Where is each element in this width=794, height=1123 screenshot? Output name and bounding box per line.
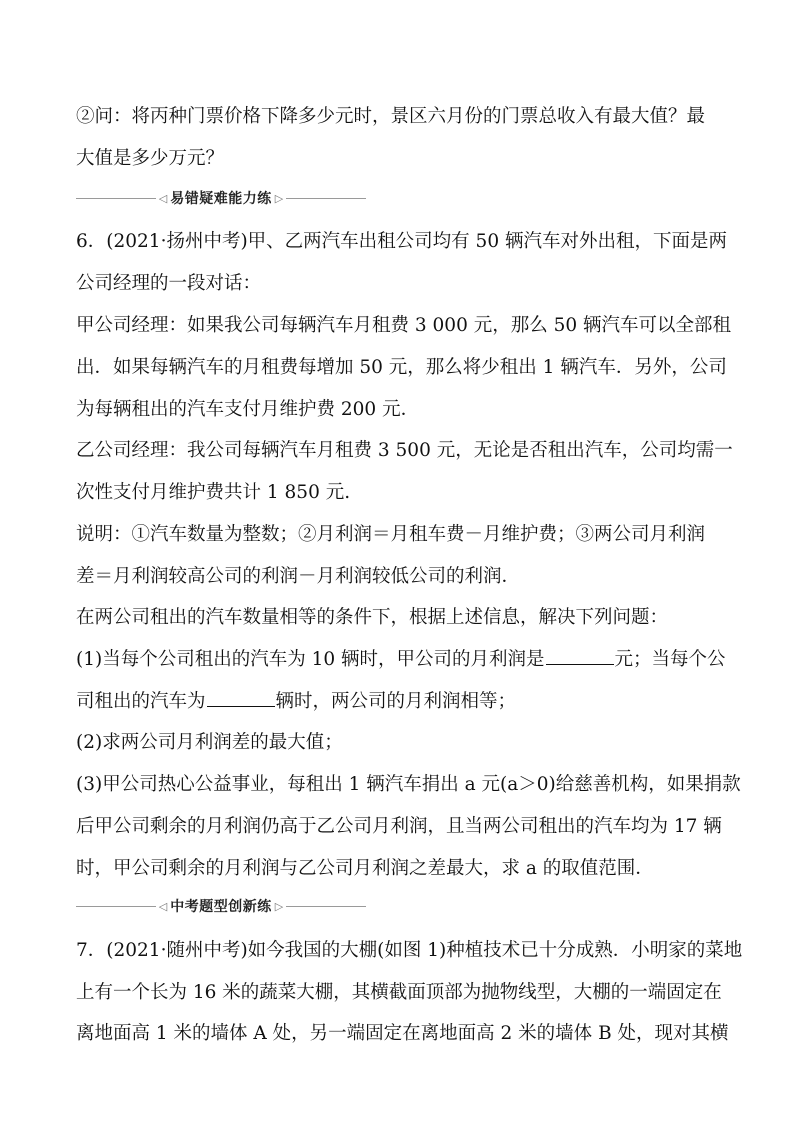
question-6-line: 次性支付月维护费共计 1 850 元. [76,482,351,503]
question-6-line: 6．(2021·扬州中考)甲、乙两汽车出租公司均有 50 辆汽车对外出租，下面是两 [76,231,727,252]
text-fragment: 元；当每个公 [614,649,726,670]
text-line: 大值是多少万元？ [76,148,225,169]
question-6-line: 出．如果每辆汽车的月租费每增加 50 元，那么将少租出 1 辆汽车．另外，公司 [76,357,727,378]
question-6-line: 在两公司租出的汽车数量相等的条件下，根据上述信息，解决下列问题： [76,607,669,628]
left-triangle-icon: ◁ [158,899,168,913]
section-title: 易错疑难能力练 [170,191,272,207]
question-6-line: 时，甲公司剩余的月利润与乙公司月利润之差最大，求 a 的取值范围． [76,858,654,879]
question-6-line: 甲公司经理：如果我公司每辆汽车月租费 3 000 元，那么 50 辆汽车可以全部租 [76,315,732,336]
question-6-line: 后甲公司剩余的月利润仍高于乙公司月利润，且当两公司租出的汽车均为 17 辆 [76,816,722,837]
question-7-line: 7．(2021·随州中考)如今我国的大棚(如图 1)种植技术已十分成熟．小明家的菜地 [76,940,743,961]
question-6-line: 公司经理的一段对话： [76,273,262,294]
question-7-line: 上有一个长为 16 米的蔬菜大棚，其横截面顶部为抛物线型，大棚的一端固定在 [76,982,722,1003]
right-triangle-icon: ▷ [274,191,284,205]
section-title: 中考题型创新练 [170,899,272,915]
divider [76,198,156,199]
text-fragment: 司租出的汽车为 [76,691,206,712]
divider [286,906,366,907]
text-fragment: 辆时，两公司的月利润相等； [275,691,517,712]
section-heading-exam-innovation [76,896,366,916]
question-6-part-1-cont [76,691,726,713]
question-6-line: 说明：①汽车数量为整数；②月利润＝月租车费－月维护费；③两公司月利润 [76,524,706,545]
question-6-line: 乙公司经理：我公司每辆汽车月租费 3 500 元，无论是否租出汽车，公司均需一 [76,440,733,461]
left-triangle-icon: ◁ [158,191,168,205]
text-fragment: (1)当每个公司租出的汽车为 10 辆时，甲公司的月利润是 [76,649,545,670]
question-6-line: 差＝月利润较高公司的利润－月利润较低公司的利润． [76,566,521,587]
text-line: ②问：将丙种门票价格下降多少元时，景区六月份的门票总收入有最大值？最 [76,106,706,127]
divider [76,906,156,907]
question-6-part-3: (3)甲公司热心公益事业，每租出 1 辆汽车捐出 a 元(a＞0)给慈善机构，如果捐款 [76,774,741,795]
section-heading-error-prone [76,188,366,208]
question-6-part-2: (2)求两公司月利润差的最大值； [76,732,343,753]
question-6-part-1 [76,649,726,671]
question-6-line: 为每辆租出的汽车支付月维护费 200 元． [76,399,420,420]
answer-blank[interactable] [546,649,614,665]
right-triangle-icon: ▷ [274,899,284,913]
answer-blank[interactable] [207,691,275,707]
divider [286,198,366,199]
question-7-line: 离地面高 1 米的墙体 A 处，另一端固定在离地面高 2 米的墙体 B 处，现对其横 [76,1023,729,1044]
